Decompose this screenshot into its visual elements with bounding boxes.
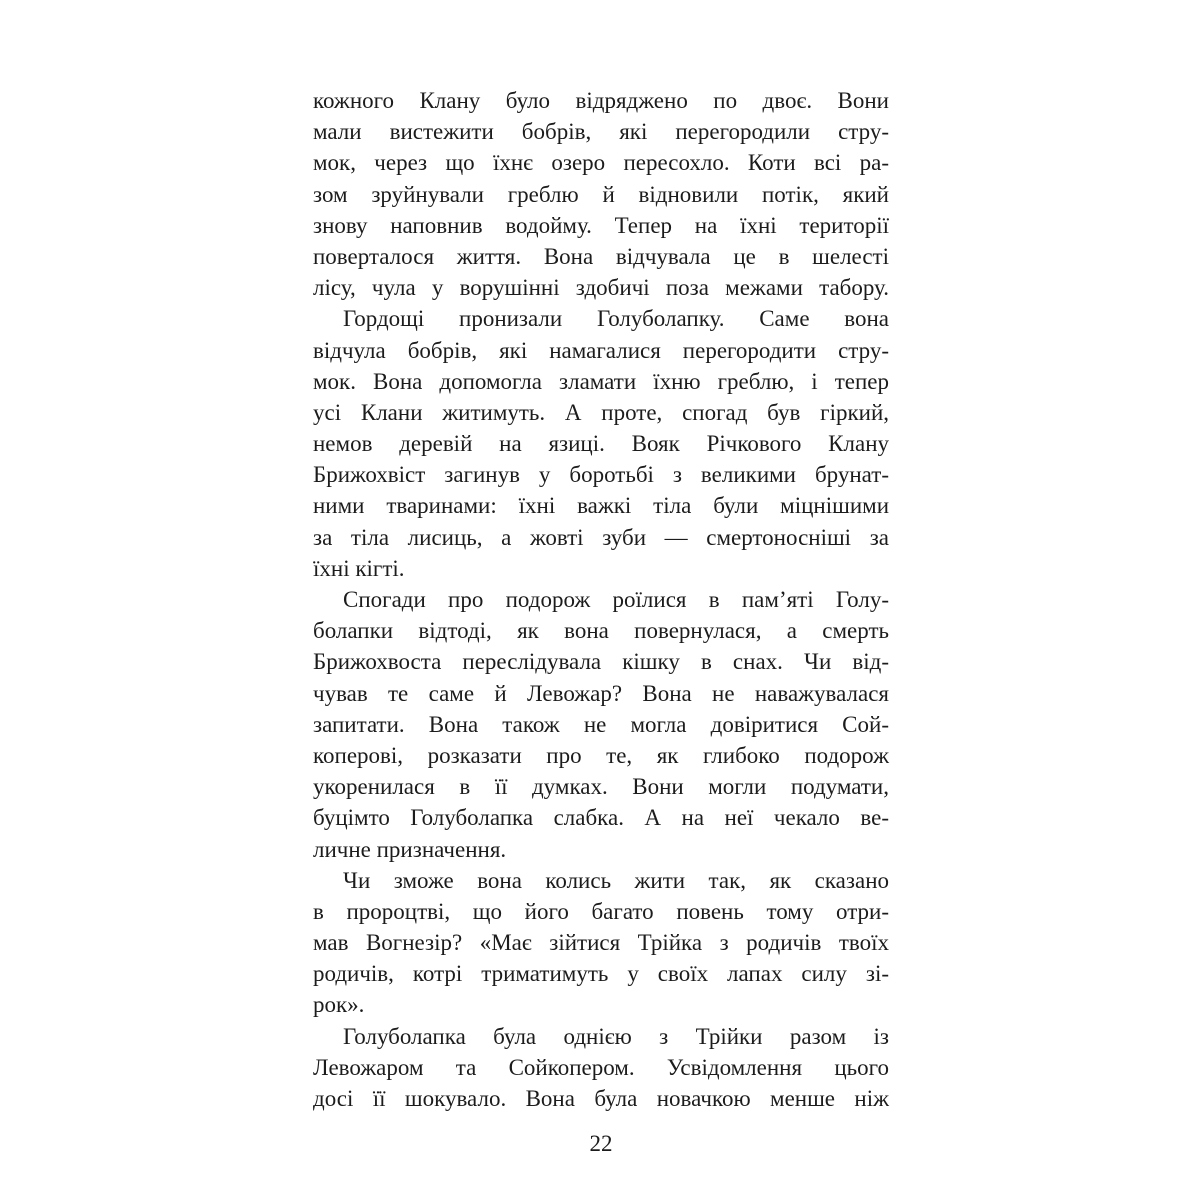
text-line: мок, через що їхнє озеро пересохло. Коти всі ра- [313, 150, 889, 176]
text-line: кожного Клану було відряджено по двоє. Вони [313, 88, 889, 113]
text-line: знову наповнив водойму. Тепер на їхні території [313, 212, 889, 238]
text-block [313, 85, 889, 1114]
text-line: в пророцтві, що його багато повень тому отри- [313, 898, 889, 924]
text-line: за тіла лисиць, а жовті зуби — смертоносніші за [313, 524, 889, 550]
text-line: ними тваринами: їхні важкі тіла були міцнішими [313, 493, 889, 519]
text-line: лісу, чула у ворушінні здобичі поза межами табору. [313, 275, 889, 301]
text-line: буцімто Голуболапка слабка. А на неї чекало ве- [313, 805, 889, 831]
text-line: Брижохвоста переслідувала кішку в снах. Чи від- [313, 649, 889, 675]
text-line: Спогади про подорож роїлися в пам’яті Голу- [343, 587, 889, 612]
text-line: болапки відтоді, як вона повернулася, а смерть [313, 618, 889, 644]
text-line: рок». [313, 992, 365, 1018]
text-line: родичів, котрі триматимуть у своїх лапах силу зі- [313, 961, 889, 987]
text-line: коперові, розказати про те, як глибоко подорож [313, 742, 889, 768]
text-line: чував те саме й Левожар? Вона не наважувалася [313, 680, 889, 706]
text-line: зом зруйнували греблю й відновили потік, який [313, 181, 889, 207]
text-line: Гордощі пронизали Голуболапку. Саме вона [343, 306, 889, 332]
text-line: досі її шокувало. Вона була новачкою менше ніж [313, 1086, 889, 1111]
text-line: мок. Вона допомогла зламати їхню греблю, і тепер [313, 368, 889, 394]
text-line: Голуболапка була однією з Трійки разом із [343, 1023, 889, 1049]
text-line: мав Вогнезір? «Має зійтися Трійка з родичів твоїх [313, 930, 889, 956]
text-line: запитати. Вона також не могла довіритися Сой- [313, 711, 889, 737]
text-line: їхні кігті. [313, 555, 405, 581]
text-line: усі Клани житимуть. А проте, спогад був гіркий, [313, 399, 889, 425]
text-line: Левожаром та Сойкопером. Усвідомлення цього [313, 1054, 889, 1080]
text-line: Брижохвіст загинув у боротьбі з великими брунат- [313, 462, 889, 488]
text-line: личне призначення. [313, 836, 507, 862]
text-line: Чи зможе вона колись жити так, як сказано [343, 867, 889, 893]
text-line: немов деревій на язиці. Вояк Річкового Клану [313, 431, 889, 457]
text-line: відчула бобрів, які намагалися перегородити стру- [313, 337, 889, 363]
text-line: поверталося життя. Вона відчувала це в шелесті [313, 243, 889, 269]
page-number: 22 [589, 1131, 613, 1156]
text-line: мали вистежити бобрів, які перегородили стру- [313, 119, 889, 145]
text-line: укоренилася в її думках. Вони могли подумати, [313, 774, 889, 800]
